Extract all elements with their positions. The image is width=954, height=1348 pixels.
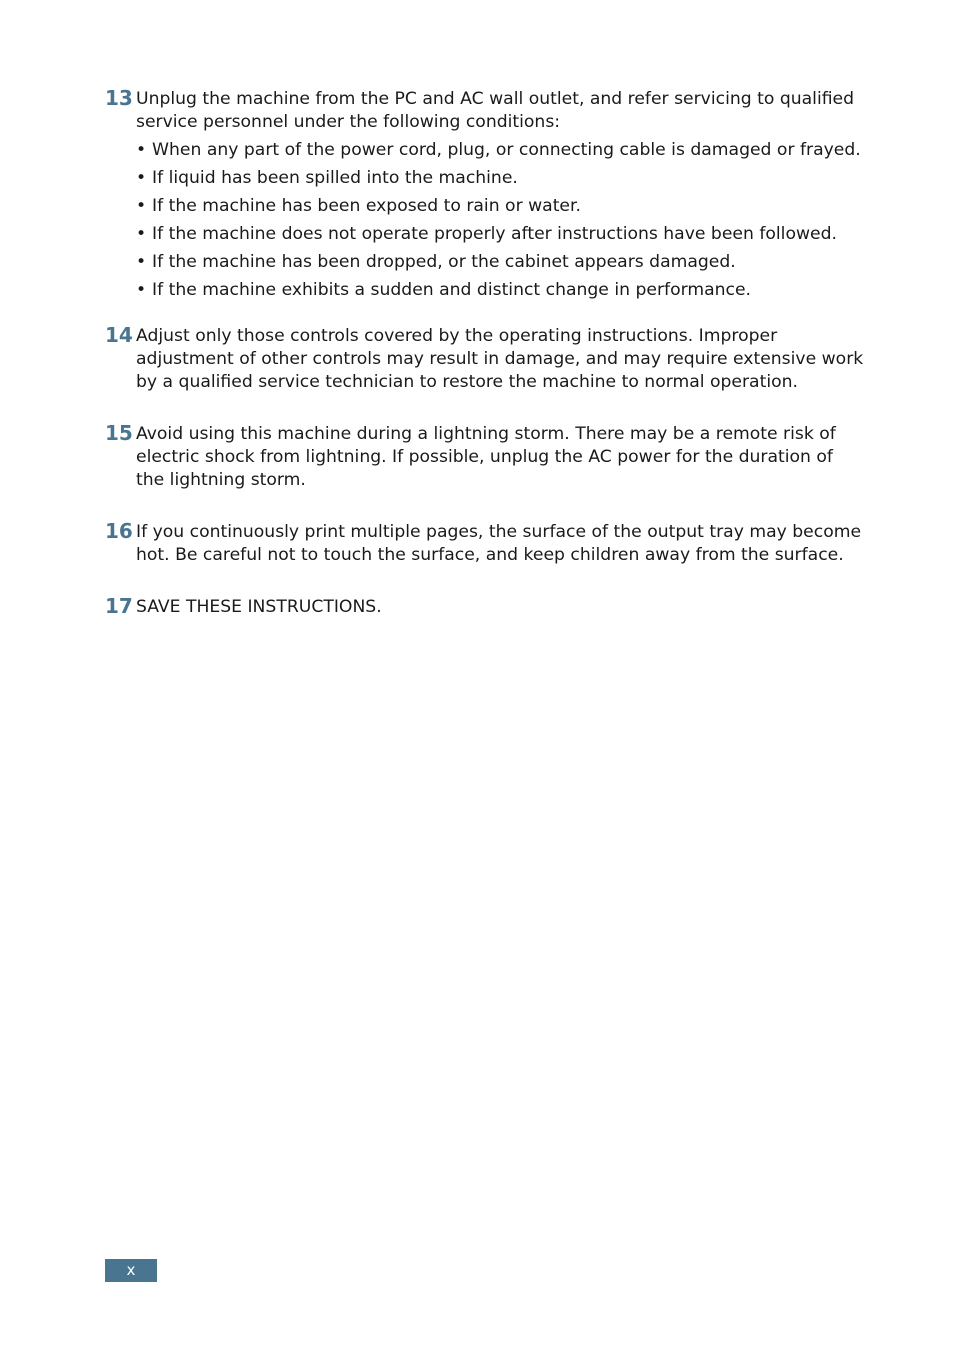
- item-number: 17: [105, 594, 133, 618]
- item-text: SAVE THESE INSTRUCTIONS.: [136, 597, 382, 617]
- bullet-glyph: •: [136, 252, 147, 272]
- item-number: 13: [105, 86, 133, 110]
- list-item: • When any part of the power cord, plug, or connecting cable is damaged or frayed.: [136, 140, 861, 160]
- instruction-item-14: [105, 325, 865, 394]
- instruction-item-15: [105, 423, 865, 492]
- instruction-item-13: [105, 88, 865, 301]
- list-item: • If the machine has been dropped, or the cabinet appears damaged.: [136, 252, 736, 272]
- list-item: • If the machine exhibits a sudden and distinct change in performance.: [136, 280, 752, 300]
- item-number: 16: [105, 519, 133, 543]
- item-number: 15: [105, 421, 133, 445]
- instruction-item-17: [105, 596, 865, 619]
- condition-list: [136, 139, 865, 301]
- bullet-glyph: •: [136, 196, 147, 216]
- bullet-glyph: •: [136, 168, 147, 188]
- list-item: • If the machine does not operate properly after instructions have been followed.: [136, 224, 837, 244]
- instruction-list: [105, 88, 865, 619]
- instruction-item-16: [105, 521, 865, 567]
- list-item: • If liquid has been spilled into the machine.: [136, 168, 518, 188]
- item-number: 14: [105, 323, 133, 347]
- item-text: Adjust only those controls covered by the operating instructions. Improper adjustment of other controls may result in damage, and may require extensive work by a qualified service technician to restore the machine to normal operation.: [136, 326, 864, 392]
- page-number-tab: [105, 1259, 157, 1282]
- item-text: Unplug the machine from the PC and AC wall outlet, and refer servicing to qualified service personnel under the following conditions:: [136, 89, 855, 132]
- list-item: • If the machine has been exposed to rain or water.: [136, 196, 581, 216]
- item-text: Avoid using this machine during a lightning storm. There may be a remote risk of electric shock from lightning. If possible, unplug the AC power for the duration of the lightning storm.: [136, 424, 836, 490]
- bullet-glyph: •: [136, 224, 147, 244]
- bullet-glyph: •: [136, 140, 147, 160]
- page-number: x: [126, 1261, 136, 1279]
- item-text: If you continuously print multiple pages, the surface of the output tray may become hot. Be careful not to touch the surface, and keep children away from the surface.: [136, 522, 862, 565]
- bullet-glyph: •: [136, 280, 147, 300]
